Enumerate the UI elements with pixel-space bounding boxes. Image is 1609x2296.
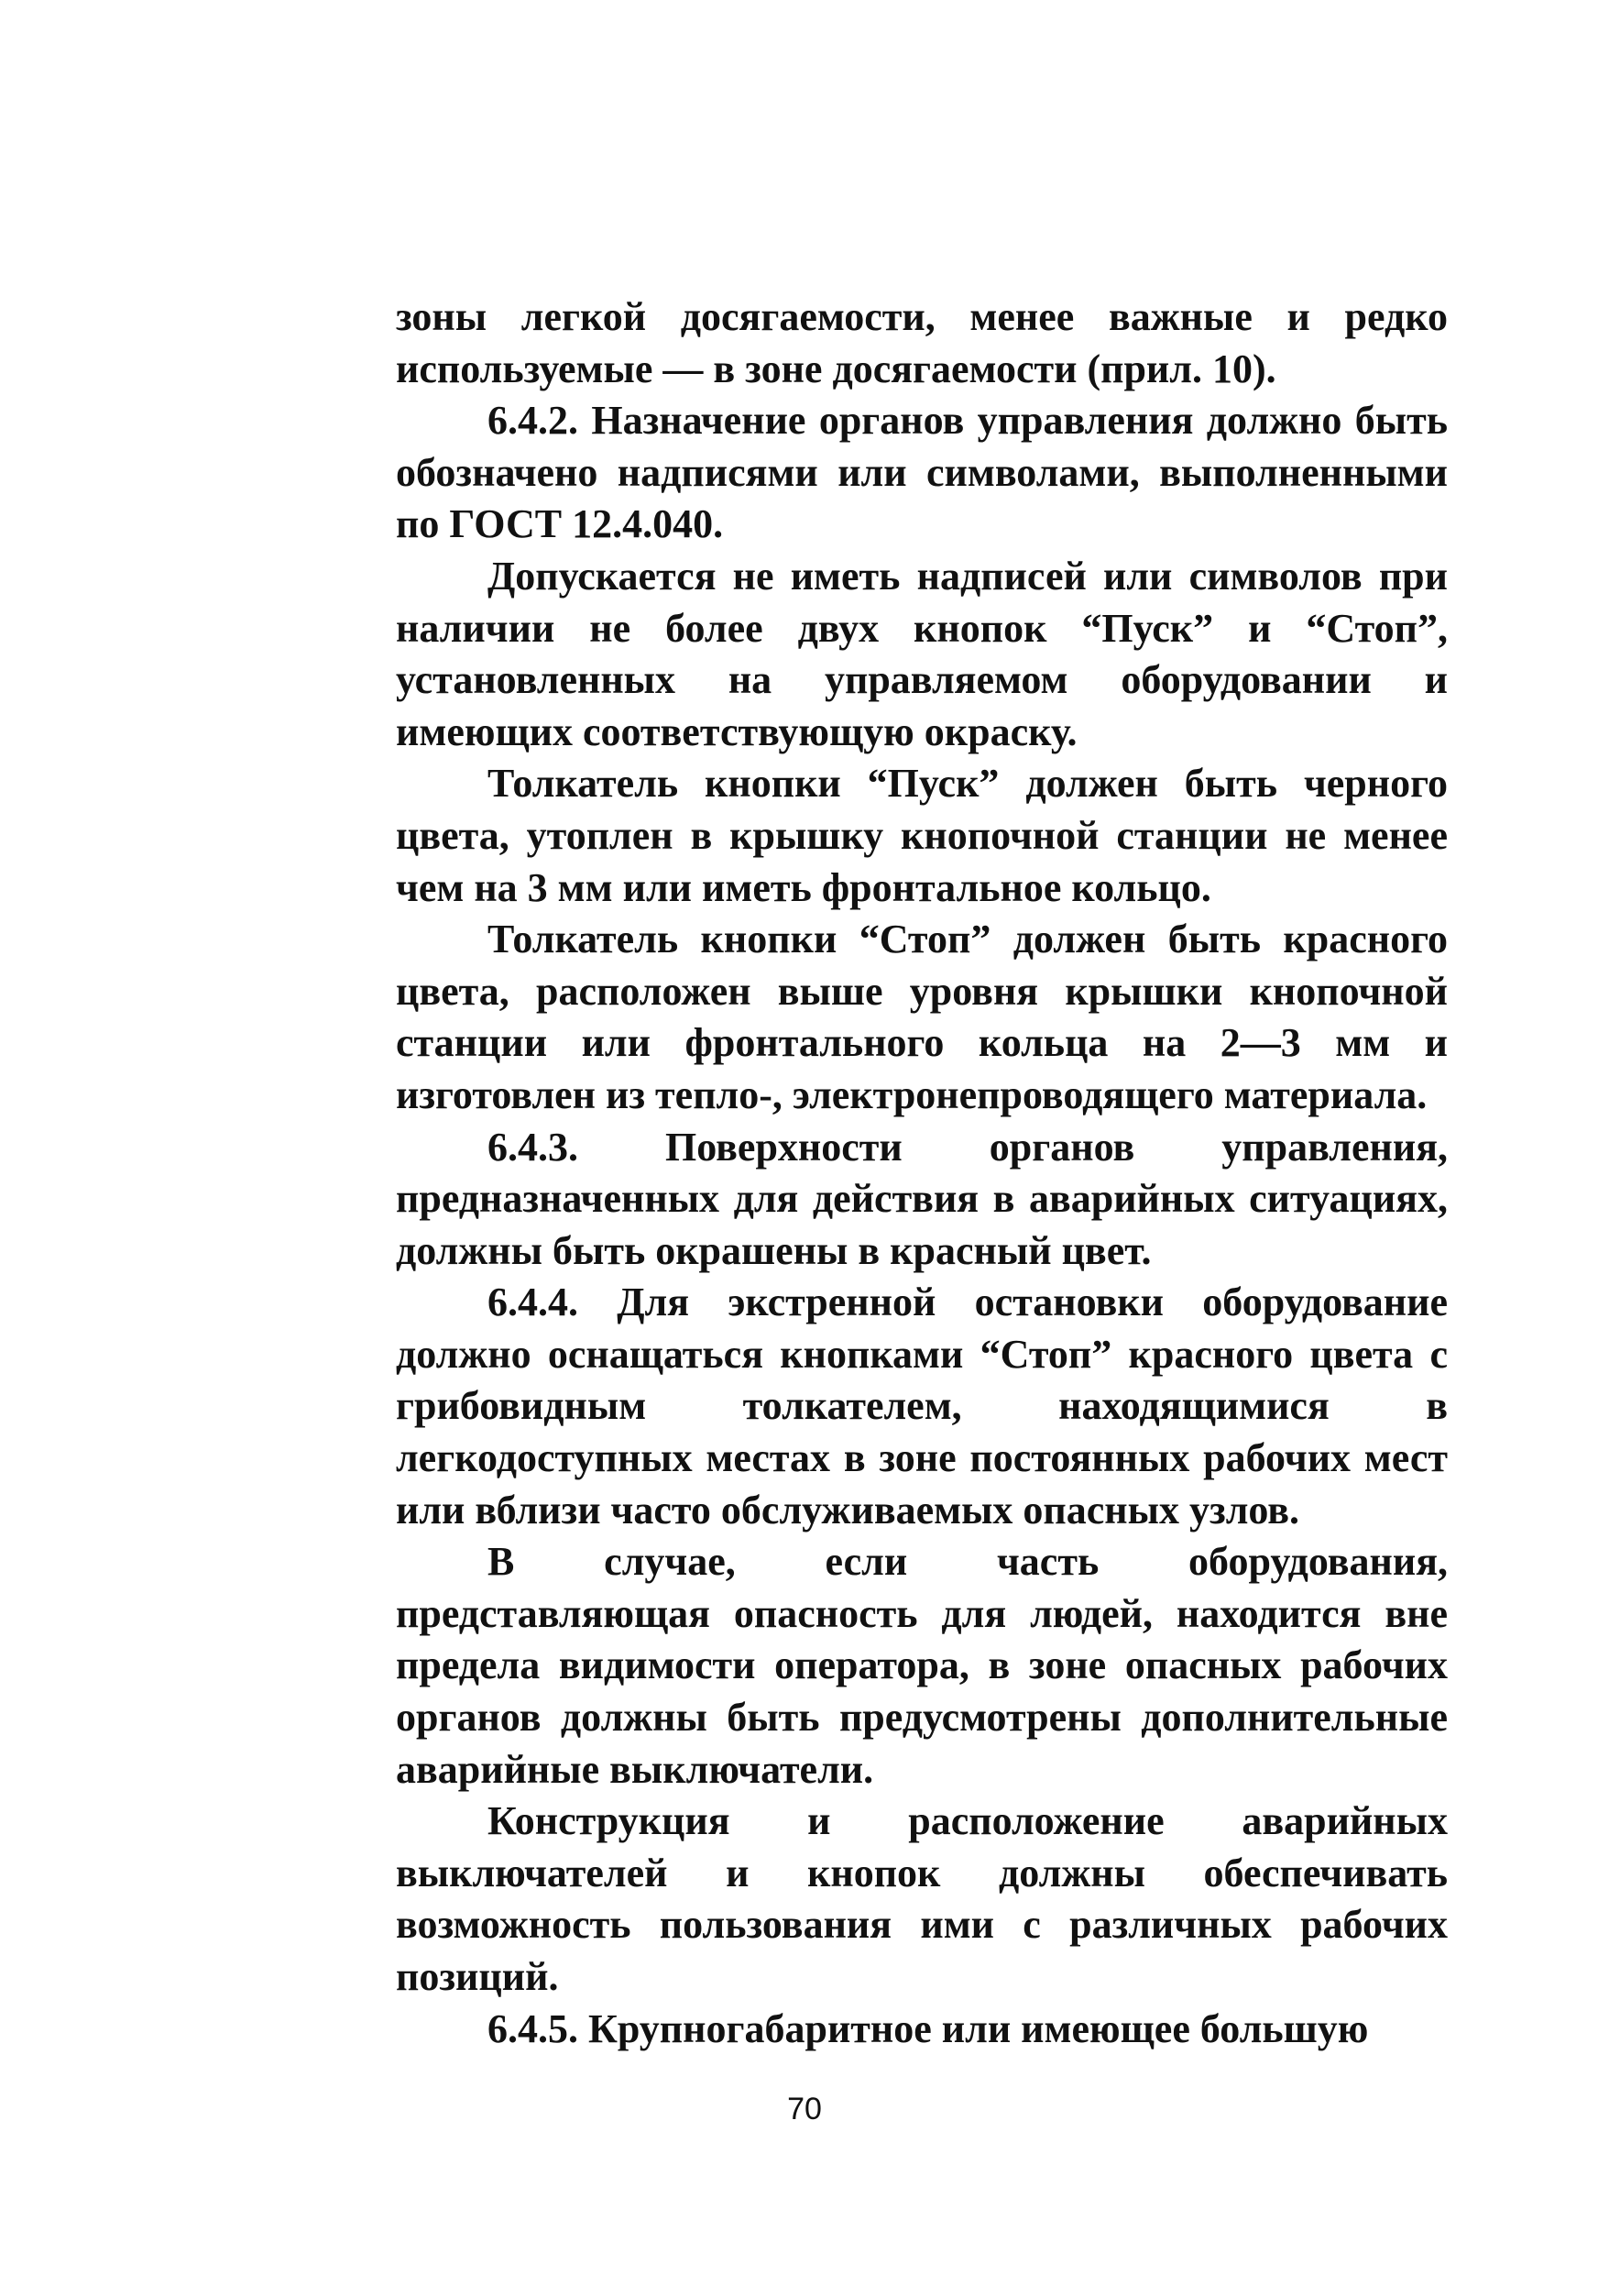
paragraph-6-4-3: 6.4.3. Поверхности органов управления, предназначенных для действия в аварийных ситуациях, должны быть окрашены в красный цвет. [396, 1124, 1448, 1273]
paragraph-6-4-2: 6.4.2. Назначение органов управления должно быть обозначено надписями или символами, выполненными по ГОСТ 12.4.040. [396, 398, 1448, 547]
paragraph-emergency-switches: В случае, если часть оборудования, представляющая опасность для людей, находится вне предела видимости оператора, в зоне опасных рабочих органов должны быть предусмотрены дополнительные аварийные выключатели. [396, 1539, 1448, 1792]
paragraph-continuation: зоны легкой досягаемости, менее важные и редко используемые — в зоне досягаемости (прил. 10). [396, 294, 1448, 391]
paragraph-6-4-4: 6.4.4. Для экстренной остановки оборудование должно оснащаться кнопками “Стоп” красного цвета с грибовидным толкателем, находящимися в легкодоступных местах в зоне постоянных рабочих мест или вблизи часто обслуживаемых опасных узлов. [396, 1280, 1448, 1532]
paragraph-start-button-pusher: Толкатель кнопки “Пуск” должен быть черного цвета, утоплен в крышку кнопочной станции не менее чем на 3 мм или иметь фронтальное кольцо. [396, 761, 1448, 910]
page-number: 70 [787, 2092, 822, 2126]
body-text [396, 291, 1448, 2055]
paragraph-construction: Конструкция и расположение аварийных выключателей и кнопок должны обеспечивать возможность пользования ими с различных рабочих позиций. [396, 1798, 1448, 1999]
paragraph-6-4-5: 6.4.5. Крупногабаритное или имеющее большую [487, 2005, 1369, 2051]
paragraph-allowed-no-labels: Допускается не иметь надписей или символов при наличии не более двух кнопок “Пуск” и “Стоп”, установленных на управляемом оборудовании и имеющих соответствующую окраску. [396, 553, 1448, 754]
paragraph-stop-button-pusher: Толкатель кнопки “Стоп” должен быть красного цвета, расположен выше уровня крышки кнопочной станции или фронтального кольца на 2—3 мм и изготовлен из тепло-, электронепроводящего материала. [396, 917, 1448, 1117]
